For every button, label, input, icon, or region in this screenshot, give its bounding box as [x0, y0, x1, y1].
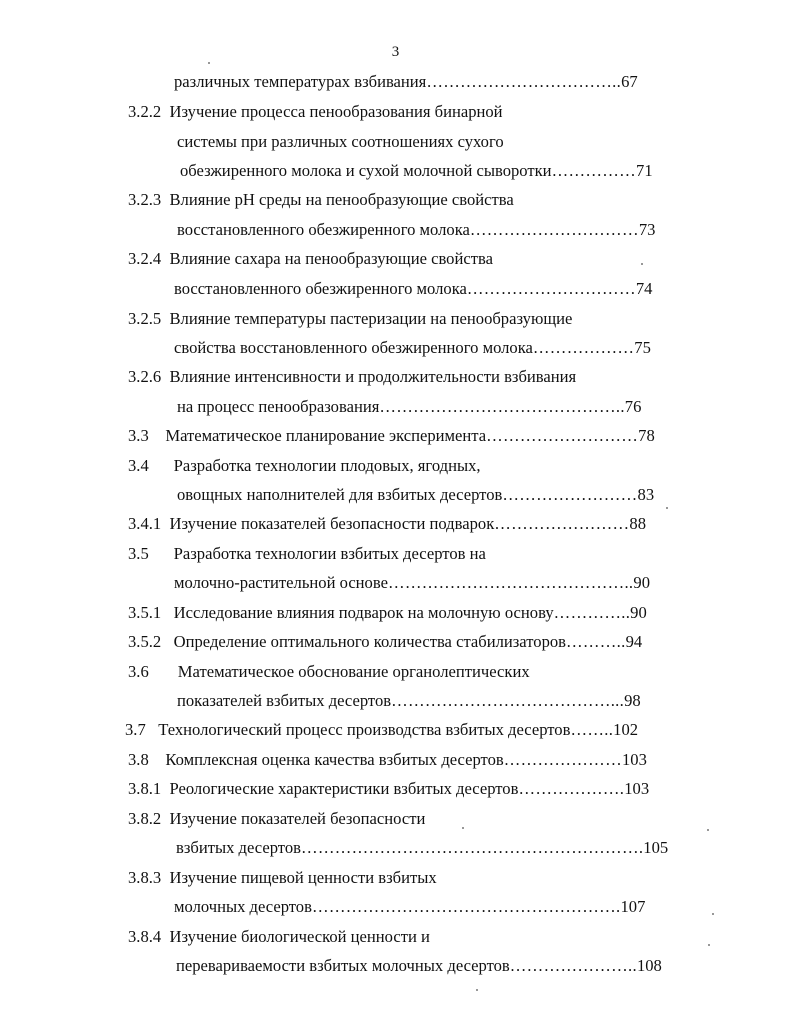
toc-section-number: 3.8.1 — [128, 779, 162, 798]
toc-leader-dots: ………………….. — [509, 956, 637, 975]
toc-line — [128, 367, 576, 387]
toc-entry-title: Определение оптимального количества стабилизаторов — [173, 632, 566, 651]
toc-section-number: 3.2.4 — [128, 249, 162, 268]
toc-leader-dots: ………………… — [503, 750, 622, 769]
toc-entry-title: Технологический процесс производства взбитых десертов — [158, 720, 571, 739]
scan-speck — [712, 913, 714, 915]
toc-entry-title: восстановленного обезжиренного молока — [174, 279, 467, 298]
toc-page-number: 83 — [637, 485, 655, 504]
toc-page-number: 98 — [624, 691, 641, 710]
scan-speck — [708, 944, 710, 946]
toc-entry-title: свойства восстановленного обезжиренного молока — [174, 338, 533, 357]
toc-entry-title: Изучение процесса пенообразования бинарной — [169, 102, 503, 121]
toc-page-number: 74 — [635, 279, 653, 298]
toc-section-number: 3.8.4 — [128, 927, 162, 946]
toc-line — [174, 72, 638, 92]
toc-entry-title: Разработка технологии взбитых десертов на — [173, 544, 486, 563]
toc-entry-title: Разработка технологии плодовых, ягодных, — [173, 456, 481, 475]
toc-page-number: 88 — [629, 514, 647, 533]
toc-section-number: 3.8 — [128, 750, 149, 769]
toc-entry-title: на процесс пенообразования — [177, 397, 380, 416]
toc-entry-title: восстановленного обезжиренного молока — [177, 220, 470, 239]
toc-line — [176, 956, 662, 976]
toc-page-number: 108 — [636, 956, 662, 975]
toc-entry-title: Влияние pH среды на пенообразующие свойства — [169, 190, 514, 209]
toc-section-number: 3.2.6 — [128, 367, 162, 386]
toc-entry-title: различных температурах взбивания — [174, 72, 427, 91]
toc-line — [128, 868, 437, 888]
toc-page-number: 103 — [624, 779, 650, 798]
toc-section-number: 3.2.5 — [128, 309, 162, 328]
toc-entry-title: Изучение пищевой ценности взбитых — [169, 868, 437, 887]
toc-leader-dots: …………………………….. — [426, 72, 622, 91]
toc-line — [177, 220, 655, 240]
toc-line — [176, 838, 668, 858]
toc-section-number: 3.6 — [128, 662, 149, 681]
toc-line — [128, 662, 530, 682]
toc-leader-dots: …………………………………... — [391, 691, 625, 710]
page-number: 3 — [391, 44, 400, 60]
toc-leader-dots: …………………………………….. — [387, 573, 634, 592]
toc-entry-title: Реологические характеристики взбитых десертов — [169, 779, 519, 798]
toc-entry-title: молочно-растительной основе — [174, 573, 388, 592]
toc-entry-title: Математическое обоснование органолептических — [177, 662, 530, 681]
toc-section-number: 3.5 — [128, 544, 149, 563]
toc-page-number: 105 — [643, 838, 669, 857]
toc-leader-dots: ………….. — [553, 603, 631, 622]
toc-entry-title: показателей взбитых десертов — [177, 691, 392, 710]
toc-entry-title: овощных наполнителей для взбитых десертов — [177, 485, 503, 504]
toc-section-number: 3.8.2 — [128, 809, 162, 828]
toc-entry-title: Влияние сахара на пенообразующие свойства — [169, 249, 493, 268]
toc-entry-title: Изучение биологической ценности и — [169, 927, 430, 946]
toc-entry-title: перевариваемости взбитых молочных десертов — [176, 956, 510, 975]
toc-line — [128, 927, 430, 947]
toc-leader-dots: ……….. — [566, 632, 626, 651]
toc-leader-dots: …………………… — [502, 485, 638, 504]
toc-line — [177, 132, 504, 152]
toc-line — [128, 750, 647, 770]
scan-speck — [462, 827, 464, 829]
toc-line — [177, 397, 641, 417]
toc-entry-title: обезжиренного молока и сухой молочной сыворотки — [180, 161, 552, 180]
toc-page-number: 67 — [621, 72, 638, 91]
toc-leader-dots: ……………… — [532, 338, 635, 357]
toc-line — [128, 632, 642, 652]
toc-section-number: 3.5.1 — [128, 603, 162, 622]
toc-entry-title: Влияние интенсивности и продолжительности взбивания — [169, 367, 577, 386]
toc-entry-title: Исследование влияния подварок на молочную основу — [173, 603, 554, 622]
toc-leader-dots: …………………… — [494, 514, 630, 533]
toc-line — [128, 514, 646, 534]
toc-leader-dots: …………………………………….. — [379, 397, 625, 416]
toc-line — [174, 897, 645, 917]
toc-section-number: 3.2.3 — [128, 190, 162, 209]
toc-page-number: 90 — [633, 573, 650, 592]
toc-leader-dots: …………… — [551, 161, 637, 180]
toc-entry-title: Изучение показателей безопасности подварок — [169, 514, 495, 533]
toc-entry-title: Изучение показателей безопасности — [169, 809, 426, 828]
toc-section-number: 3.3 — [128, 426, 149, 445]
toc-line — [180, 161, 653, 181]
toc-line — [128, 809, 425, 829]
toc-line — [177, 691, 641, 711]
toc-line — [174, 279, 652, 299]
scan-speck — [707, 829, 709, 831]
toc-entry-title: системы при различных соотношениях сухого — [177, 132, 504, 151]
toc-entry-title: взбитых десертов — [176, 838, 301, 857]
toc-line — [177, 485, 654, 505]
toc-entry-title: Влияние температуры пастеризации на пенообразующие — [169, 309, 573, 328]
toc-line — [128, 309, 572, 329]
toc-line — [128, 544, 486, 564]
toc-page-number: 94 — [625, 632, 643, 651]
toc-page-number: 90 — [630, 603, 647, 622]
toc-leader-dots: ………………………………………………. — [311, 897, 621, 916]
toc-section-number: 3.2.2 — [128, 102, 162, 121]
toc-line — [128, 249, 493, 269]
toc-page-number: 103 — [621, 750, 647, 769]
toc-entry-title: Математическое планирование эксперимента — [165, 426, 487, 445]
toc-page-number: 76 — [624, 397, 642, 416]
toc-leader-dots: ……………………… — [486, 426, 639, 445]
toc-section-number: 3.5.2 — [128, 632, 162, 651]
toc-page-number: 75 — [634, 338, 651, 357]
toc-page-number: 71 — [636, 161, 653, 180]
toc-entry-title: Комплексная оценка качества взбитых десертов — [165, 750, 504, 769]
toc-line — [128, 456, 481, 476]
scan-speck — [476, 989, 478, 991]
toc-leader-dots: ……………………………………………………. — [300, 838, 644, 857]
toc-line — [128, 102, 503, 122]
scan-speck — [641, 263, 643, 265]
toc-line — [125, 720, 638, 740]
toc-line — [174, 338, 651, 358]
toc-page-number: 73 — [638, 220, 656, 239]
toc-leader-dots: ………………. — [518, 779, 625, 798]
toc-page-number: 102 — [613, 720, 639, 739]
toc-leader-dots: ………………………… — [469, 220, 639, 239]
toc-line — [128, 190, 514, 210]
toc-section-number: 3.4.1 — [128, 514, 162, 533]
toc-section-number: 3.4 — [128, 456, 149, 475]
scan-speck — [666, 507, 668, 509]
toc-line — [128, 779, 649, 799]
scan-speck — [208, 62, 210, 64]
toc-line — [174, 573, 650, 593]
toc-entry-title: молочных десертов — [174, 897, 312, 916]
toc-line — [128, 426, 655, 446]
toc-leader-dots: ………………………… — [466, 279, 636, 298]
toc-leader-dots: …….. — [570, 720, 614, 739]
toc-page-number: 78 — [638, 426, 655, 445]
toc-line — [128, 603, 647, 623]
toc-page-number: 107 — [620, 897, 646, 916]
toc-section-number: 3.7 — [125, 720, 146, 739]
toc-section-number: 3.8.3 — [128, 868, 162, 887]
